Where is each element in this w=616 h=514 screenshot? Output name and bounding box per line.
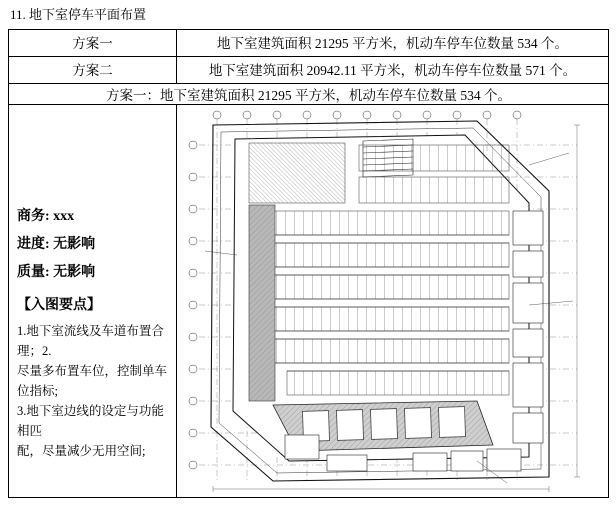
notes-spacer bbox=[17, 115, 168, 203]
note-value-quality: 无影响 bbox=[53, 265, 96, 280]
table-row bbox=[9, 105, 609, 498]
page-title bbox=[10, 6, 608, 24]
heading-text: 地下室停车平面布置 bbox=[29, 7, 147, 22]
basement-parking-plan-drawing bbox=[177, 105, 608, 497]
note-label-quality: 质量: bbox=[17, 265, 50, 280]
floor-plan-cell bbox=[177, 105, 609, 498]
note-field-schedule bbox=[17, 231, 168, 259]
table-row bbox=[9, 84, 609, 105]
note-label-schedule: 进度: bbox=[17, 237, 50, 252]
scheme-2-name: 方案二 bbox=[9, 57, 177, 84]
table-row bbox=[9, 30, 609, 57]
layout-table bbox=[8, 29, 609, 498]
scheme-2-description: 地下室建筑面积 20942.11 平方米，机动车停车位数量 571 个。 bbox=[177, 57, 609, 84]
plan-svg bbox=[177, 105, 607, 497]
key-point-line: 3.地下室边线的设定与功能相匹 bbox=[17, 404, 164, 438]
note-field-business bbox=[17, 203, 168, 231]
note-field-quality bbox=[17, 259, 168, 287]
note-value-business: xxx bbox=[53, 209, 75, 224]
note-label-business: 商务: bbox=[17, 209, 50, 224]
notes-cell bbox=[9, 105, 177, 498]
key-point-line: 尽量多布置车位，控制单车位指标; bbox=[17, 364, 168, 398]
core-shaded-block bbox=[249, 205, 275, 401]
selected-scheme-summary: 方案一：地下室建筑面积 21295 平方米，机动车停车位数量 534 个。 bbox=[9, 84, 609, 105]
heading-number: 11. bbox=[10, 7, 26, 22]
notes-block bbox=[9, 105, 176, 497]
scheme-1-description: 地下室建筑面积 21295 平方米，机动车停车位数量 534 个。 bbox=[177, 30, 609, 57]
table-row bbox=[9, 57, 609, 84]
key-point-line: 1.地下室流线及车道布置合理；2. bbox=[17, 324, 164, 358]
note-value-schedule: 无影响 bbox=[53, 237, 96, 252]
key-point-line: 配，尽量减少无用空间; bbox=[17, 444, 146, 458]
scheme-1-name: 方案一 bbox=[9, 30, 177, 57]
key-points-title: 【入图要点】 bbox=[17, 298, 101, 313]
